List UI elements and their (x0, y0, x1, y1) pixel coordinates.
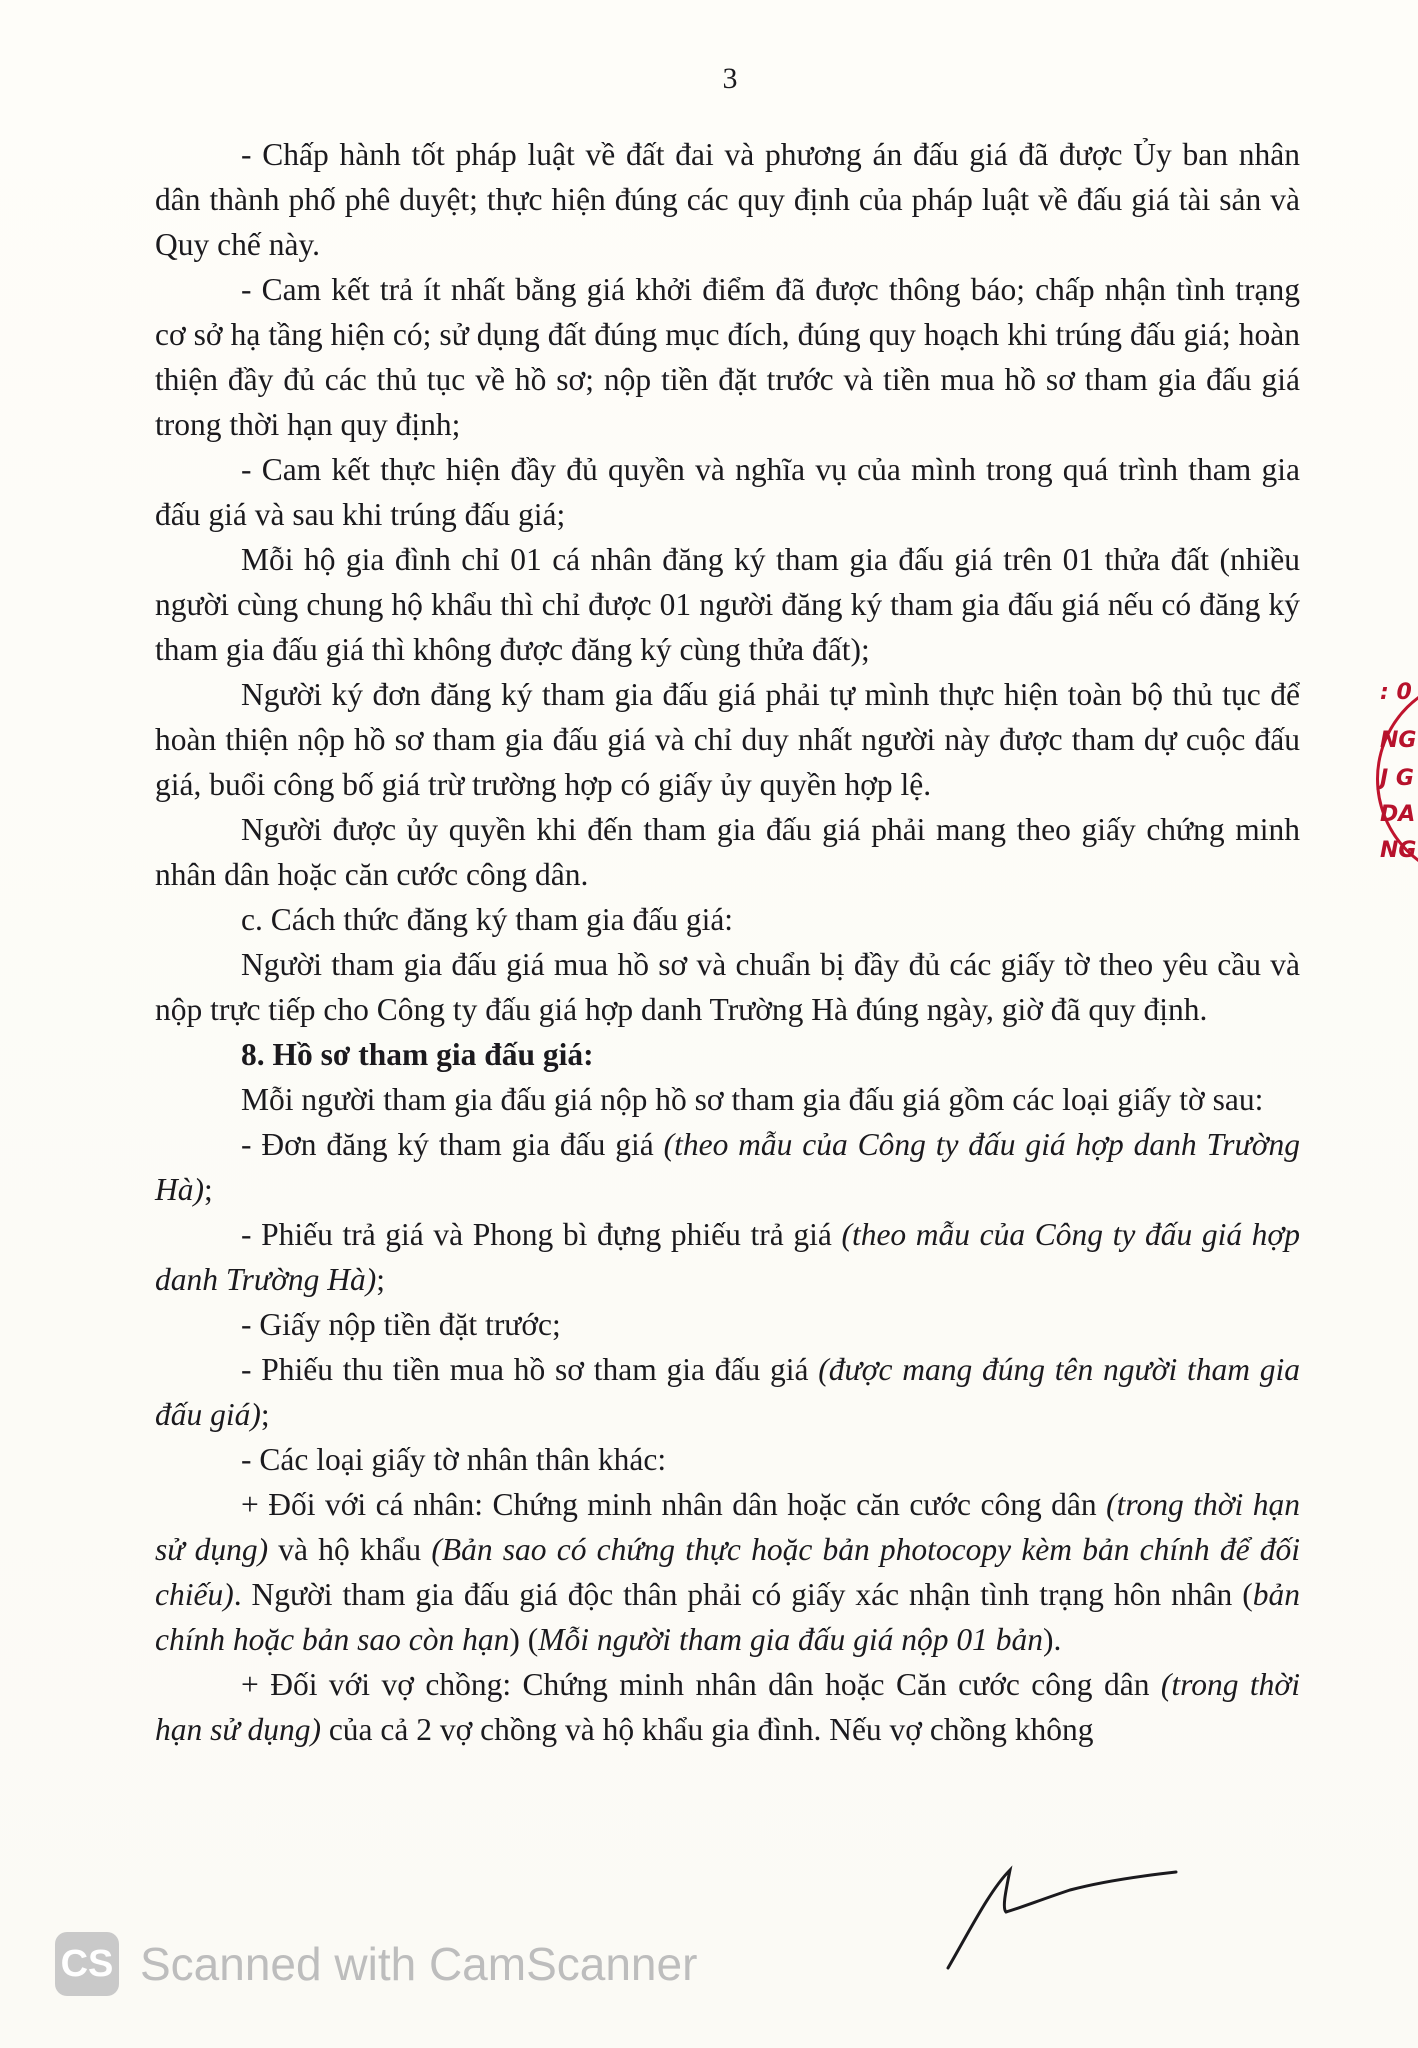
paragraph-text: - Phiếu trả giá và Phong bì đựng phiếu trả giá (241, 1217, 842, 1252)
body-paragraph (155, 1482, 1300, 1662)
body-paragraph (155, 942, 1300, 1032)
paragraph-text: ; (376, 1262, 386, 1297)
italic-text: Mỗi người tham gia đấu giá nộp 01 bản (538, 1622, 1043, 1657)
seal-text-fragment: : 0 (1380, 680, 1412, 705)
paragraph-text: ). (1042, 1622, 1062, 1657)
section-heading (155, 1032, 1300, 1077)
body-paragraph (155, 1437, 1300, 1482)
paragraph-text: - Cam kết thực hiện đầy đủ quyền và nghĩa vụ của mình trong quá trình tham gia đấu giá và sau khi trúng đấu giá; (155, 452, 1300, 532)
body-paragraph (155, 1662, 1300, 1752)
paragraph-text: Mỗi người tham gia đấu giá nộp hồ sơ tham gia đấu giá gồm các loại giấy tờ sau: (241, 1082, 1264, 1117)
paragraph-text: c. Cách thức đăng ký tham gia đấu giá: (241, 902, 734, 937)
paragraph-text: Người ký đơn đăng ký tham gia đấu giá phải tự mình thực hiện toàn bộ thủ tục để hoàn thiện nộp hồ sơ tham gia đấu giá và chỉ duy nhất người này được tham dự cuộc đấu giá, buổi công bố giá trừ trường hợp có giấy ủy quyền hợp lệ. (155, 677, 1300, 802)
body-paragraph (155, 132, 1300, 267)
italic-text: (được mang đúng tên người tham gia đấu giá) (155, 1352, 1300, 1432)
paragraph-text: . Người tham gia đấu giá độc thân phải có giấy xác nhận tình trạng hôn nhân ( (233, 1577, 1253, 1612)
paragraph-text: - Chấp hành tốt pháp luật về đất đai và phương án đấu giá đã được Ủy ban nhân dân thành phố phê duyệt; thực hiện đúng các quy định của pháp luật về đấu giá tài sản và Quy chế này. (155, 137, 1300, 262)
paragraph-text: Mỗi hộ gia đình chỉ 01 cá nhân đăng ký tham gia đấu giá trên 01 thửa đất (nhiều người cùng chung hộ khẩu thì chỉ được 01 người đăng ký tham gia đấu giá nếu có đăng ký tham gia đấu giá thì không được đăng ký cùng thửa đất); (155, 542, 1300, 667)
body-paragraph (155, 447, 1300, 537)
paragraph-text: và hộ khẩu (268, 1532, 432, 1567)
handwritten-signature (940, 1850, 1180, 1980)
italic-text: (trong thời hạn sử dụng) (155, 1667, 1300, 1747)
paragraph-text: - Cam kết trả ít nhất bằng giá khởi điểm đã được thông báo; chấp nhận tình trạng cơ sở hạ tầng hiện có; sử dụng đất đúng mục đích, đúng quy hoạch khi trúng đấu giá; hoàn thiện đầy đủ các thủ tục về hồ sơ; nộp tiền đặt trước và tiền mua hồ sơ tham gia đấu giá trong thời hạn quy định; (155, 272, 1300, 442)
paragraph-text: ; (204, 1172, 213, 1207)
seal-text-fragment: J G (1380, 766, 1414, 791)
paragraph-text: ; (260, 1397, 270, 1432)
body-paragraph (155, 1347, 1300, 1437)
body-paragraph (155, 267, 1300, 447)
paragraph-text: Người được ủy quyền khi đến tham gia đấu giá phải mang theo giấy chứng minh nhân dân hoặc căn cước công dân. (155, 812, 1300, 892)
seal-text-fragment: NG (1380, 728, 1417, 753)
seal-text-fragment: DA (1380, 802, 1416, 827)
page-number: 3 (722, 62, 738, 95)
body-paragraph (155, 1212, 1300, 1302)
camscanner-logo-icon: CS (55, 1932, 119, 1996)
paragraph-text: - Phiếu thu tiền mua hồ sơ tham gia đấu giá (241, 1352, 819, 1387)
paragraph-text: + Đối với cá nhân: Chứng minh nhân dân hoặc căn cước công dân (241, 1487, 1107, 1522)
paragraph-text: + Đối với vợ chồng: Chứng minh nhân dân hoặc Căn cước công dân (241, 1667, 1161, 1702)
italic-text: (Bản sao có chứng thực hoặc bản photocopy kèm bản chính để đối chiếu) (155, 1532, 1301, 1612)
body-paragraph (155, 807, 1300, 897)
italic-text: (theo mẫu của Công ty đấu giá hợp danh Trường Hà) (155, 1217, 1300, 1297)
body-paragraph (155, 897, 1300, 942)
body-paragraph (155, 1302, 1300, 1347)
body-paragraph (155, 1077, 1300, 1122)
body-paragraph (155, 1122, 1300, 1212)
italic-text: (theo mẫu của Công ty đấu giá hợp danh Trường Hà) (155, 1127, 1301, 1207)
document-body (155, 132, 1300, 1752)
red-seal-stamp-fragment (1366, 670, 1418, 940)
paragraph-text: Người tham gia đấu giá mua hồ sơ và chuẩn bị đầy đủ các giấy tờ theo yêu cầu và nộp trực tiếp cho Công ty đấu giá hợp danh Trường Hà đúng ngày, giờ đã quy định. (155, 947, 1300, 1027)
paragraph-text: - Đơn đăng ký tham gia đấu giá (241, 1127, 664, 1162)
italic-text: bản chính hoặc bản sao còn hạn (155, 1577, 1300, 1657)
italic-text: (trong thời hạn sử dụng) (155, 1487, 1301, 1567)
body-paragraph (155, 672, 1300, 807)
paragraph-text: - Các loại giấy tờ nhân thân khác: (241, 1442, 667, 1477)
body-paragraph (155, 537, 1300, 672)
paragraph-text: - Giấy nộp tiền đặt trước; (241, 1307, 561, 1342)
paragraph-text: 8. Hồ sơ tham gia đấu giá: (241, 1037, 594, 1072)
seal-text-fragment: NG (1380, 838, 1417, 863)
paragraph-text: ) ( (509, 1622, 539, 1657)
camscanner-watermark: Scanned with CamScanner (140, 1938, 698, 1990)
paragraph-text: của cả 2 vợ chồng và hộ khẩu gia đình. Nếu vợ chồng không (320, 1712, 1094, 1747)
